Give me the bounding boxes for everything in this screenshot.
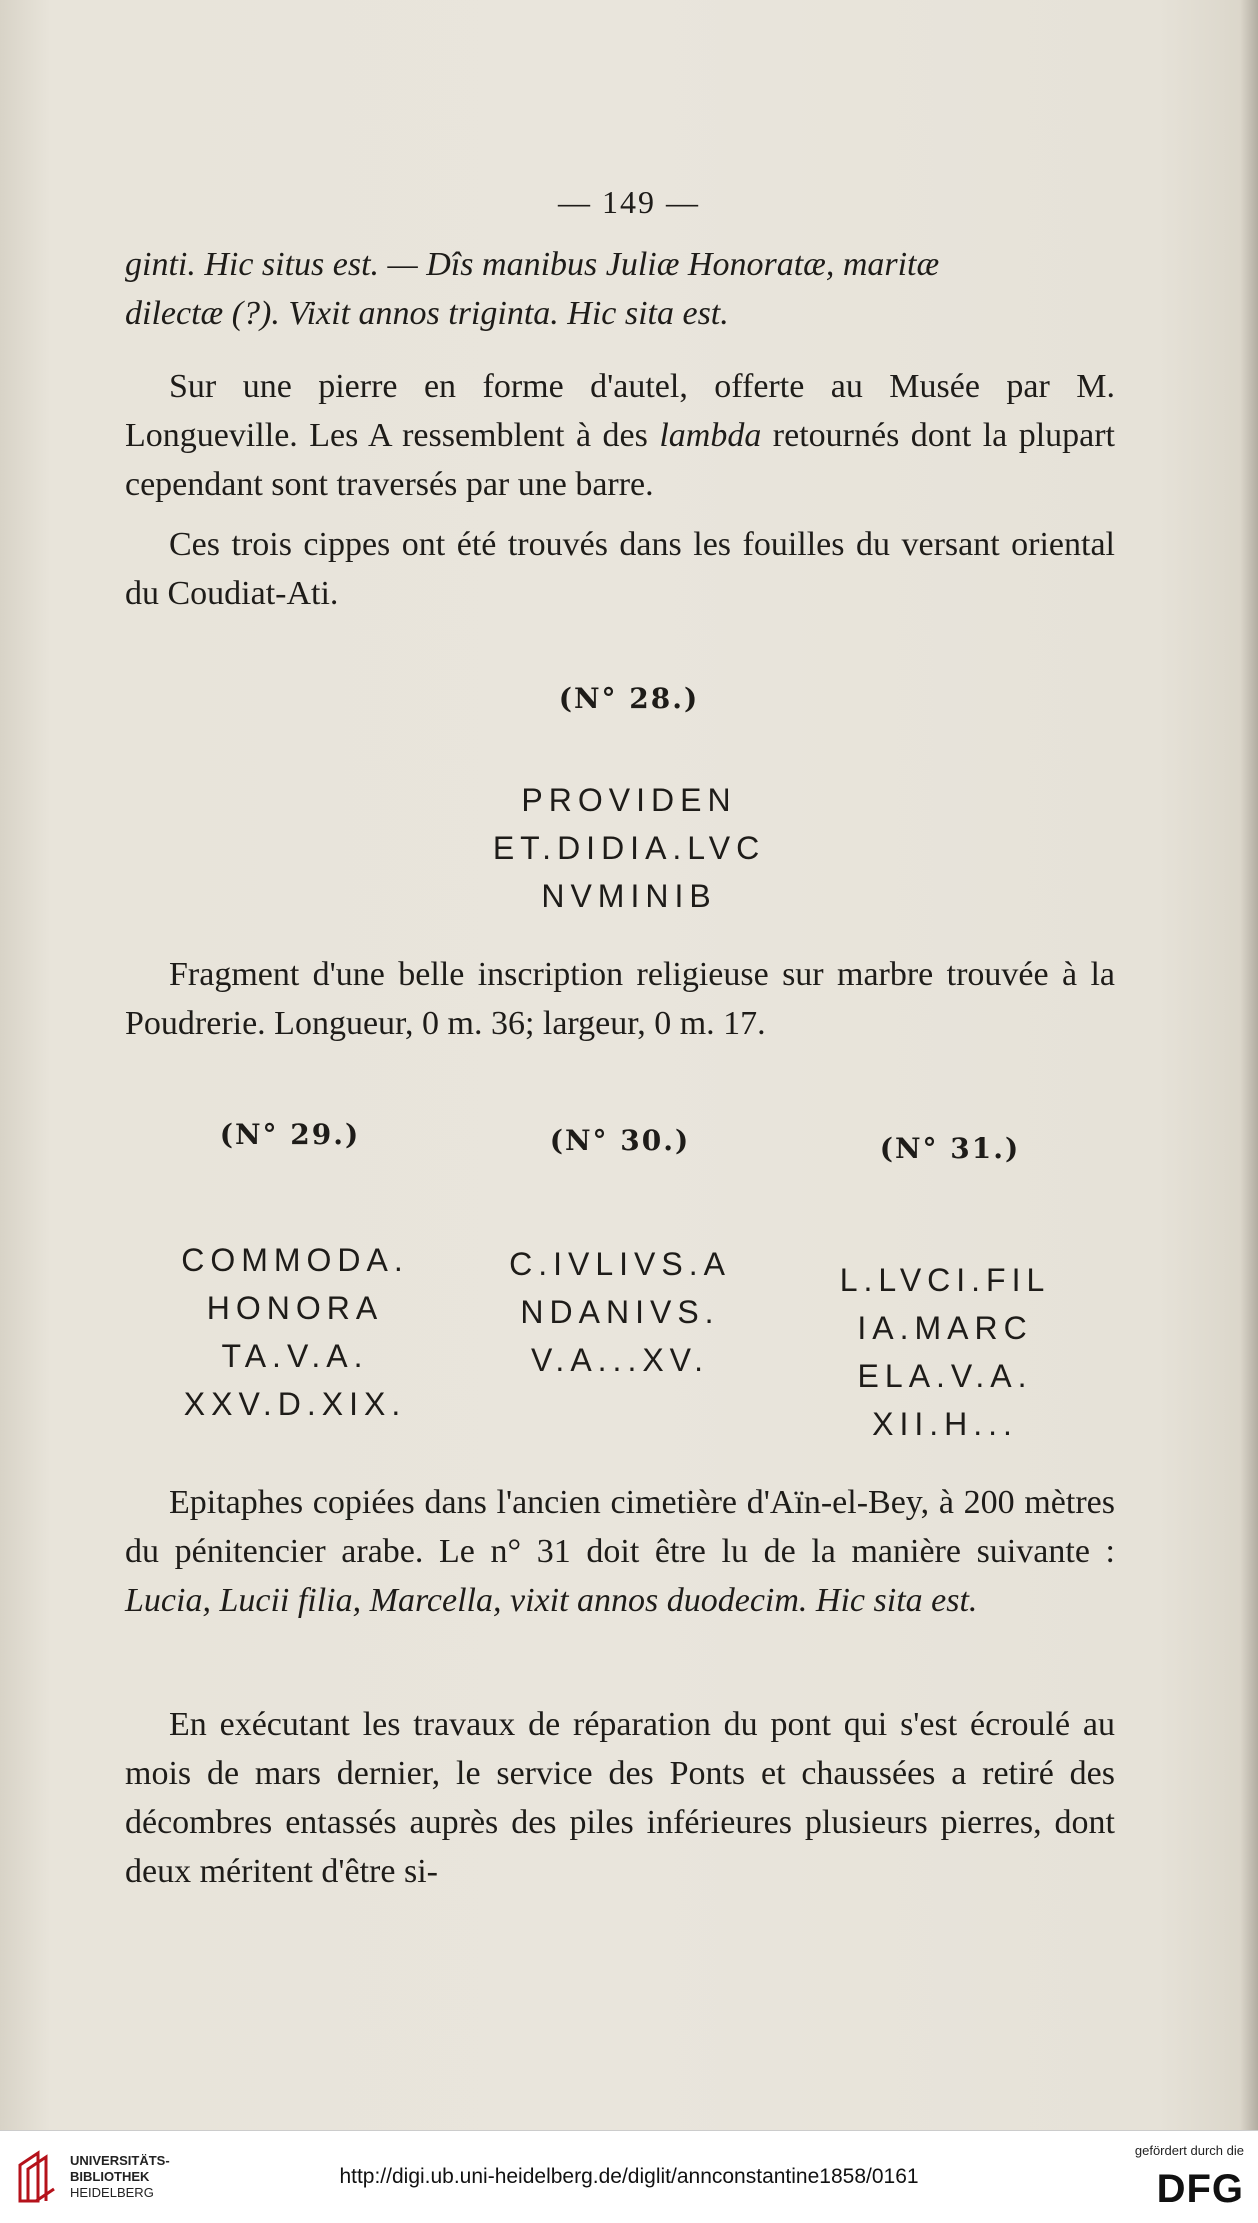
inscription-31-line: IA.MARC: [857, 1310, 1033, 1346]
inscription-29-line: TA.V.A.: [221, 1338, 369, 1374]
paragraph-fragment: [125, 950, 1115, 1048]
inscription-29-line: COMMODA.: [181, 1242, 409, 1278]
paragraph-cippes: [125, 520, 1115, 618]
pont-text: En exécutant les travaux de réparation du pont qui s'est écroulé au mois de mars dernier, le service des Ponts et chaussées a retiré des décombres entassés auprès des piles inférieures plusieurs pierres, dont deux méritent d'être si-: [125, 1706, 1115, 1890]
inscription-no-28: [0, 776, 1258, 920]
inscription-31-line: L.LVCI.FIL: [839, 1262, 1051, 1298]
latin-line-1: ginti. Hic situs est. — Dîs manibus Juliæ Honoratæ, maritæ: [125, 246, 940, 283]
inscription-28-line: ET.DIDIA.LVC: [492, 830, 766, 866]
inscription-29-line: XXV.D.XIX.: [183, 1386, 407, 1422]
inscription-30-line: V.A...XV.: [531, 1342, 709, 1378]
caption-no-31: (N° 31.): [879, 1132, 1021, 1165]
paragraph-autel: [125, 362, 1115, 509]
caption-no-28: (N° 28.): [558, 682, 700, 715]
logo-line: BIBLIOTHEK: [70, 2169, 150, 2184]
autel-text-part1: Sur une pierre en forme d'autel, offerte au Musée par M. Longueville. Les A ressemblent à des: [125, 368, 1115, 454]
inscription-29-line: HONORA: [206, 1290, 384, 1326]
inscription-no-31: [790, 1256, 1100, 1448]
autel-text: [125, 362, 1115, 509]
funding-note: gefördert durch die: [1134, 2143, 1244, 2158]
inscription-no-30: [470, 1240, 770, 1384]
caption-no-30: (N° 30.): [549, 1124, 691, 1157]
fragment-text: Fragment d'une belle inscription religieuse sur marbre trouvée à la Poudrerie. Longueur, 0 m. 36; largeur, 0 m. 17.: [125, 956, 1115, 1042]
paragraph-latin-continuation: [125, 240, 1115, 338]
logo-line: HEIDELBERG: [70, 2185, 154, 2200]
paragraph-pont: [125, 1700, 1115, 1896]
viewer-footer: [0, 2130, 1258, 2223]
inscription-31-line: ELA.V.A.: [857, 1358, 1033, 1394]
caption-no-29: (N° 29.): [219, 1118, 361, 1151]
paragraph-epitaphes: [125, 1478, 1115, 1625]
logo-line: UNIVERSITÄTS-: [70, 2153, 170, 2168]
epitaphes-text: [125, 1478, 1115, 1625]
inscription-30-line: NDANIVS.: [520, 1294, 720, 1330]
inscription-30-line: C.IVLIVS.A: [509, 1246, 731, 1282]
inscription-no-29: [130, 1236, 460, 1428]
epitaphes-text-italic: Lucia, Lucii filia, Marcella, vixit annos duodecim. Hic sita est.: [125, 1582, 978, 1619]
inscription-31-line: XII.H...: [872, 1406, 1018, 1442]
page-edge-shadow: [1240, 0, 1258, 2130]
page-number: — 149 —: [558, 184, 700, 220]
latin-line-2: dilectæ (?). Vixit annos triginta. Hic sita est.: [125, 295, 729, 332]
epitaphes-text-part1: Epitaphes copiées dans l'ancien cimetière d'Aïn-el-Bey, à 200 mètres du pénitencier arabe. Le n° 31 doit être lu de la manière suivante :: [125, 1484, 1115, 1570]
inscription-28-line: NVMINIB: [541, 878, 717, 914]
page-permalink[interactable]: http://digi.ub.uni-heidelberg.de/diglit/annconstantine1858/0161: [339, 2165, 919, 2188]
cippes-text: Ces trois cippes ont été trouvés dans les fouilles du versant oriental du Coudiat-Ati.: [125, 526, 1115, 612]
autel-text-part2: retournés dont la plupart cependant sont traversés par une barre.: [125, 417, 1116, 503]
inscription-28-line: PROVIDEN: [521, 782, 737, 818]
dfg-logo-icon: DFG: [1156, 2167, 1244, 2211]
autel-text-italic: lambda: [659, 417, 762, 454]
